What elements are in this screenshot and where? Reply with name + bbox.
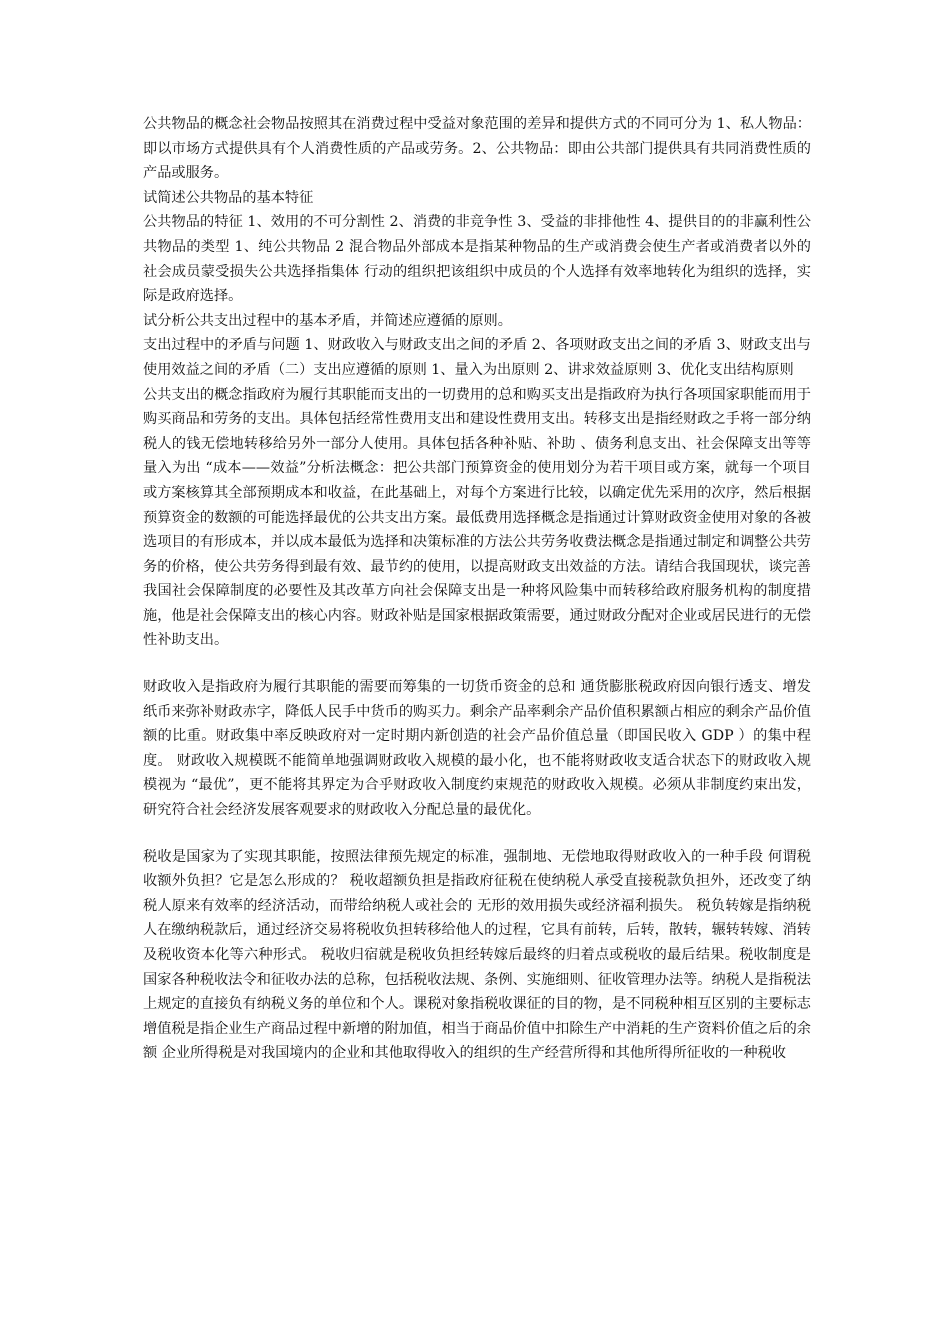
heading-public-goods-features: 试简述公共物品的基本特征	[143, 189, 314, 206]
paragraph-taxation: 税收是国家为了实现其职能，按照法律预先规定的标准，强制地、无偿地取得财政收入的一种手段 何谓税收额外负担？它是怎么形成的？ 税收超额负担是指政府征税在使纳税人承受直接税款负担外，还改变了纳税人原来有效率的经济活动，而带给纳税人或社会的 无形的效用损失或经济福利损失。 税负转嫁是指纳税人在缴纳税款后，通过经济交易将税收负担转移给他人的过程，它具有前转，后转，散转，辗转转嫁、消转及税收资本化等六种形式。 税收归宿就是税收负担经转嫁后最终的归着点或税收的最后结果。税收制度是国家各种税收法令和征收办法的总称，包括税收法规、条例、实施细则、征收管理办法等。纳税人是指税法上规定的直接负有纳税义务的单位和个人。课税对象指税收课征的目的物，是不同税种相互区别的主要标志 增值税是指企业生产商品过程中新增的附加值，相当于商品价值中扣除生产中消耗的生产资料价值之后的余额 企业所得税是对我国境内的企业和其他取得收入的组织的生产经营所得和其他所得所征收的一种税收	[143, 848, 811, 1062]
heading-public-expenditure-contradictions: 试分析公共支出过程中的基本矛盾，并简述应遵循的原则。	[143, 312, 512, 329]
paragraph-expenditure-contradictions: 支出过程中的矛盾与问题 1、财政收入与财政支出之间的矛盾 2、各项财政支出之间的矛盾 3、财政支出与使用效益之间的矛盾（二）支出应遵循的原则 1、量入为出原则 2、讲求效益原则 3、优化支出结构原则	[143, 337, 811, 378]
document-body	[143, 112, 811, 1066]
paragraph-public-goods-concept: 公共物品的概念社会物品按照其在消费过程中受益对象范围的差异和提供方式的不同可分为 1、私人物品：即以市场方式提供具有个人消费性质的产品或劳务。2、公共物品：即由公共部门提供具有共同消费性质的产品或服务。	[143, 116, 811, 182]
paragraph-public-expenditure-concept: 公共支出的概念指政府为履行其职能而支出的一切费用的总和购买支出是指政府为执行各项国家职能而用于购买商品和劳务的支出。具体包括经常性费用支出和建设性费用支出。转移支出是指经财政之手将一部分纳税人的钱无偿地转移给另外一部分人使用。具体包括各种补贴、补助 、债务利息支出、社会保障支出等等量入为出 “成本——效益”分析法概念：把公共部门预算资金的使用划分为若干项目或方案，就每一个项目或方案核算其全部预期成本和收益，在此基础上，对每个方案进行比较，以确定优先采用的次序，然后根据预算资金的数额的可能选择最优的公共支出方案。最低费用选择概念是指通过计算财政资金使用对象的各被选项目的有形成本，并以成本最低为选择和决策标准的方法公共劳务收费法概念是指通过制定和调整公共劳务的价格，使公共劳务得到最有效、最节约的使用，以提高财政支出效益的方法。请结合我国现状，谈完善我国社会保障制度的必要性及其改革方向社会保障支出是一种将风险集中而转移给政府服务机构的制度措施，他是社会保障支出的核心内容。财政补贴是国家根据政策需要，通过财政分配对企业或居民进行的无偿性补助支出。	[143, 386, 811, 649]
paragraph-fiscal-revenue: 财政收入是指政府为履行其职能的需要而筹集的一切货币资金的总和 通货膨胀税政府因向银行透支、增发纸币来弥补财政赤字，降低人民手中货币的购买力。剩余产品率剩余产品价值积累额占相应的剩余产品价值额的比重。财政集中率反映政府对一定时期内新创造的社会产品价值总量（即国民收入 GDP ）的集中程度。 财政收入规模既不能简单地强调财政收入规模的最小化，也不能将财政收支适合状态下的财政收入规模视为 “最优”，更不能将其界定为合乎财政收入制度约束规范的财政收入规模。必须从非制度约束出发，研究符合社会经济发展客观要求的财政收入分配总量的最优化。	[143, 679, 811, 819]
paragraph-public-goods-features: 公共物品的特征 1、效用的不可分割性 2、消费的非竞争性 3、受益的非排他性 4、提供目的的非赢利性公共物品的类型 1、纯公共物品 2 混合物品外部成本是指某种物品的生产或消费会使生产者或消费者以外的社会成员蒙受损失公共选择指集体 行动的组织把该组织中成员的个人选择有效率地转化为组织的选择，实际是政府选择。	[143, 214, 811, 305]
